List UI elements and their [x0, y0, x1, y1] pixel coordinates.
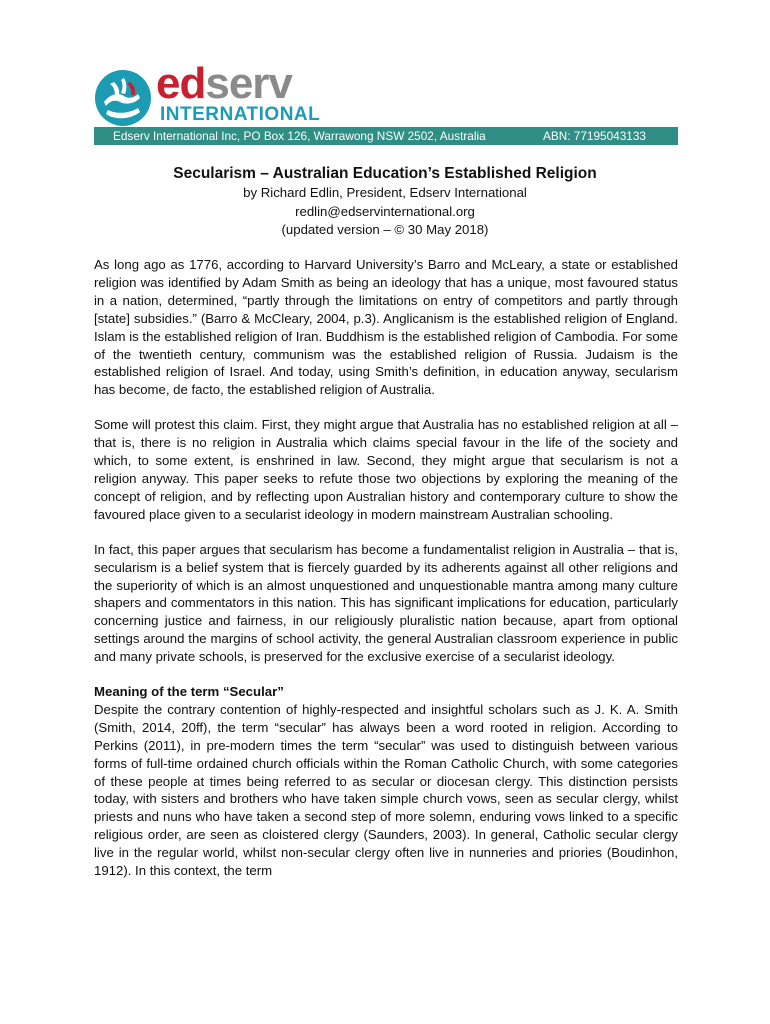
document-title: Secularism – Australian Education’s Established Religion — [173, 165, 597, 182]
section-paragraph: Despite the contrary contention of highly-respected and insightful scholars such as J. K. A. Smith (Smith, 2014, 20ff), the term “secular” has always been a word rooted in religion. According to Perkins (2011), in pre-modern times the term “secular” was used to distinguish between various forms of full-time ordained church officials within the Roman Catholic Church, with some categories of these people at times being referred to as secular or diocesan clergy. This distinction persists today, with sisters and brothers who have taken simple church vows, seen as secular clergy, whilst priests and nuns who have taken a second step of more solemn, enduring vows linked to a specific religious order, are seen as cloistered clergy (Saunders, 2003). In general, Catholic secular clergy live in the regular world, whilst non-secular clergy often live in nunneries and priories (Boudinhon, 1912). In this context, the term — [94, 701, 678, 879]
author-email: redlin@edservinternational.org — [295, 203, 475, 219]
body-paragraph: As long ago as 1776, according to Harvard University’s Barro and McLeary, a state or established religion was identified by Adam Smith as being an ideology that has a unique, most favoured status in a nation, determined, “partly through the limitations on entry of competitors and partly through [state] subsidies.” (Barro & McCleary, 2004, p.3). Anglicanism is the established religion of England. Islam is the established religion of Iran. Buddhism is the established religion of Cambodia. For some of the twentieth century, communism was the established religion of Russia. Judaism is the established religion of Israel. And today, using Smith’s definition, in education anyway, secularism has become, de facto, the established religion of Australia. — [94, 257, 678, 398]
version-note: (updated version – © 30 May 2018) — [281, 222, 489, 237]
abn-number: ABN: 77195043133 — [543, 129, 646, 143]
author-byline: by Richard Edlin, President, Edserv International — [243, 185, 527, 200]
document-header — [0, 164, 770, 240]
document-body — [94, 256, 678, 880]
logo-wordmark — [156, 59, 292, 108]
edserv-logo — [94, 59, 334, 128]
body-paragraph: In fact, this paper argues that secularism has become a fundamentalist religion in Australia – that is, secularism is a belief system that is fiercely guarded by its adherents against all other religions and the superiority of which is an almost unquestioned and unquestionable mantra among many culture shapers and commentators in this nation. This has significant implications for education, particularly concerning justice and fairness, in our religiously pluralistic nation because, apart from optional settings around the margins of school activity, the general Australian classroom experience in public and many private schools, is preserved for the exclusive exercise of a secularist ideology. — [94, 541, 678, 665]
logo-subtitle: INTERNATIONAL — [160, 104, 321, 125]
section-heading: Meaning of the term “Secular” — [94, 684, 284, 700]
hands-globe-icon — [94, 68, 154, 128]
postal-address: Edserv International Inc, PO Box 126, Warrawong NSW 2502, Australia — [113, 129, 486, 143]
body-paragraph: Some will protest this claim. First, they might argue that Australia has no established religion at all – that is, there is no religion in Australia which claims special favour in the life of the society and which, to some extent, is enshrined in law. Second, they might argue that secularism is not a religion anyway. This paper seeks to refute those two objections by exploring the meaning of the concept of religion, and by reflecting upon Australian history and contemporary culture to show the favoured place given to a secularist ideology in modern mainstream Australian schooling. — [94, 417, 678, 522]
logo-wordmark-ed: ed — [156, 59, 206, 108]
logo-wordmark-serv: serv — [205, 59, 292, 108]
header-info-bar — [94, 127, 678, 145]
